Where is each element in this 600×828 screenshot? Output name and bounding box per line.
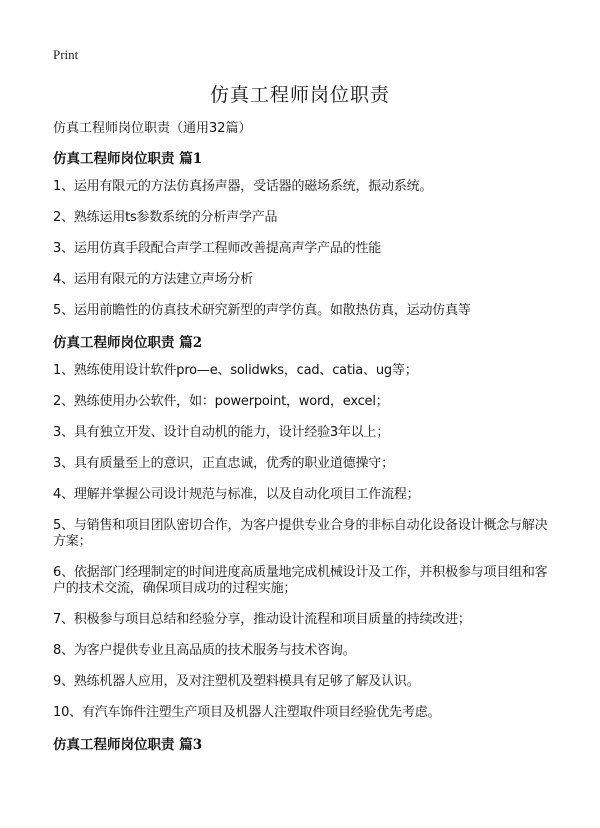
list-item: 9、熟练机器人应用，及对注塑机及塑料模具有足够了解及认识。	[53, 674, 420, 689]
page-title: 仿真工程师岗位职责	[209, 84, 390, 106]
section-heading: 仿真工程师岗位职责 篇2	[53, 335, 203, 351]
list-item: 6、依据部门经理制定的时间进度高质量地完成机械设计及工作，并积极参与项目组和客户的技术交流，确保项目成功的过程实施；	[53, 565, 548, 596]
list-item: 5、运用前瞻性的仿真技术研究新型的声学仿真。如散热仿真，运动仿真等	[53, 303, 471, 318]
list-item: 4、运用有限元的方法建立声场分析	[53, 272, 254, 287]
list-item: 2、熟练运用ts参数系统的分析声学产品	[53, 210, 278, 225]
list-item: 3、具有质量至上的意识，正直忠诚，优秀的职业道德操守；	[53, 456, 394, 471]
section-heading: 仿真工程师岗位职责 篇1	[53, 151, 203, 167]
list-item: 3、具有独立开发、设计自动机的能力，设计经验3年以上；	[53, 425, 390, 440]
list-item: 2、熟练使用办公软件，如：powerpoint，word，excel；	[53, 394, 389, 409]
print-label: Print	[53, 47, 79, 62]
list-item: 1、运用有限元的方法仿真扬声器，受话器的磁场系统，振动系统。	[53, 179, 433, 194]
list-item: 7、积极参与项目总结和经验分享，推动设计流程和项目质量的持续改进；	[53, 612, 471, 627]
list-item: 10、有汽车饰件注塑生产项目及机器人注塑取件项目经验优先考虑。	[53, 705, 441, 720]
list-item: 8、为客户提供专业且高品质的技术服务与技术咨询。	[53, 643, 356, 658]
section-heading: 仿真工程师岗位职责 篇3	[53, 737, 203, 753]
section-1	[53, 150, 548, 319]
document-subtitle: 仿真工程师岗位职责（通用32篇）	[53, 121, 252, 136]
list-item: 1、熟练使用设计软件pro—e、solidwks，cad、catia、ug等；	[53, 363, 418, 378]
document-body	[53, 120, 548, 765]
section-3	[53, 736, 548, 754]
section-2	[53, 334, 548, 721]
list-item: 5、与销售和项目团队密切合作，为客户提供专业合身的非标自动化设备设计概念与解决方案；	[53, 518, 548, 549]
list-item: 3、运用仿真手段配合声学工程师改善提高声学产品的性能	[53, 241, 382, 256]
list-item: 4、理解并掌握公司设计规范与标准，以及自动化项目工作流程；	[53, 487, 420, 502]
